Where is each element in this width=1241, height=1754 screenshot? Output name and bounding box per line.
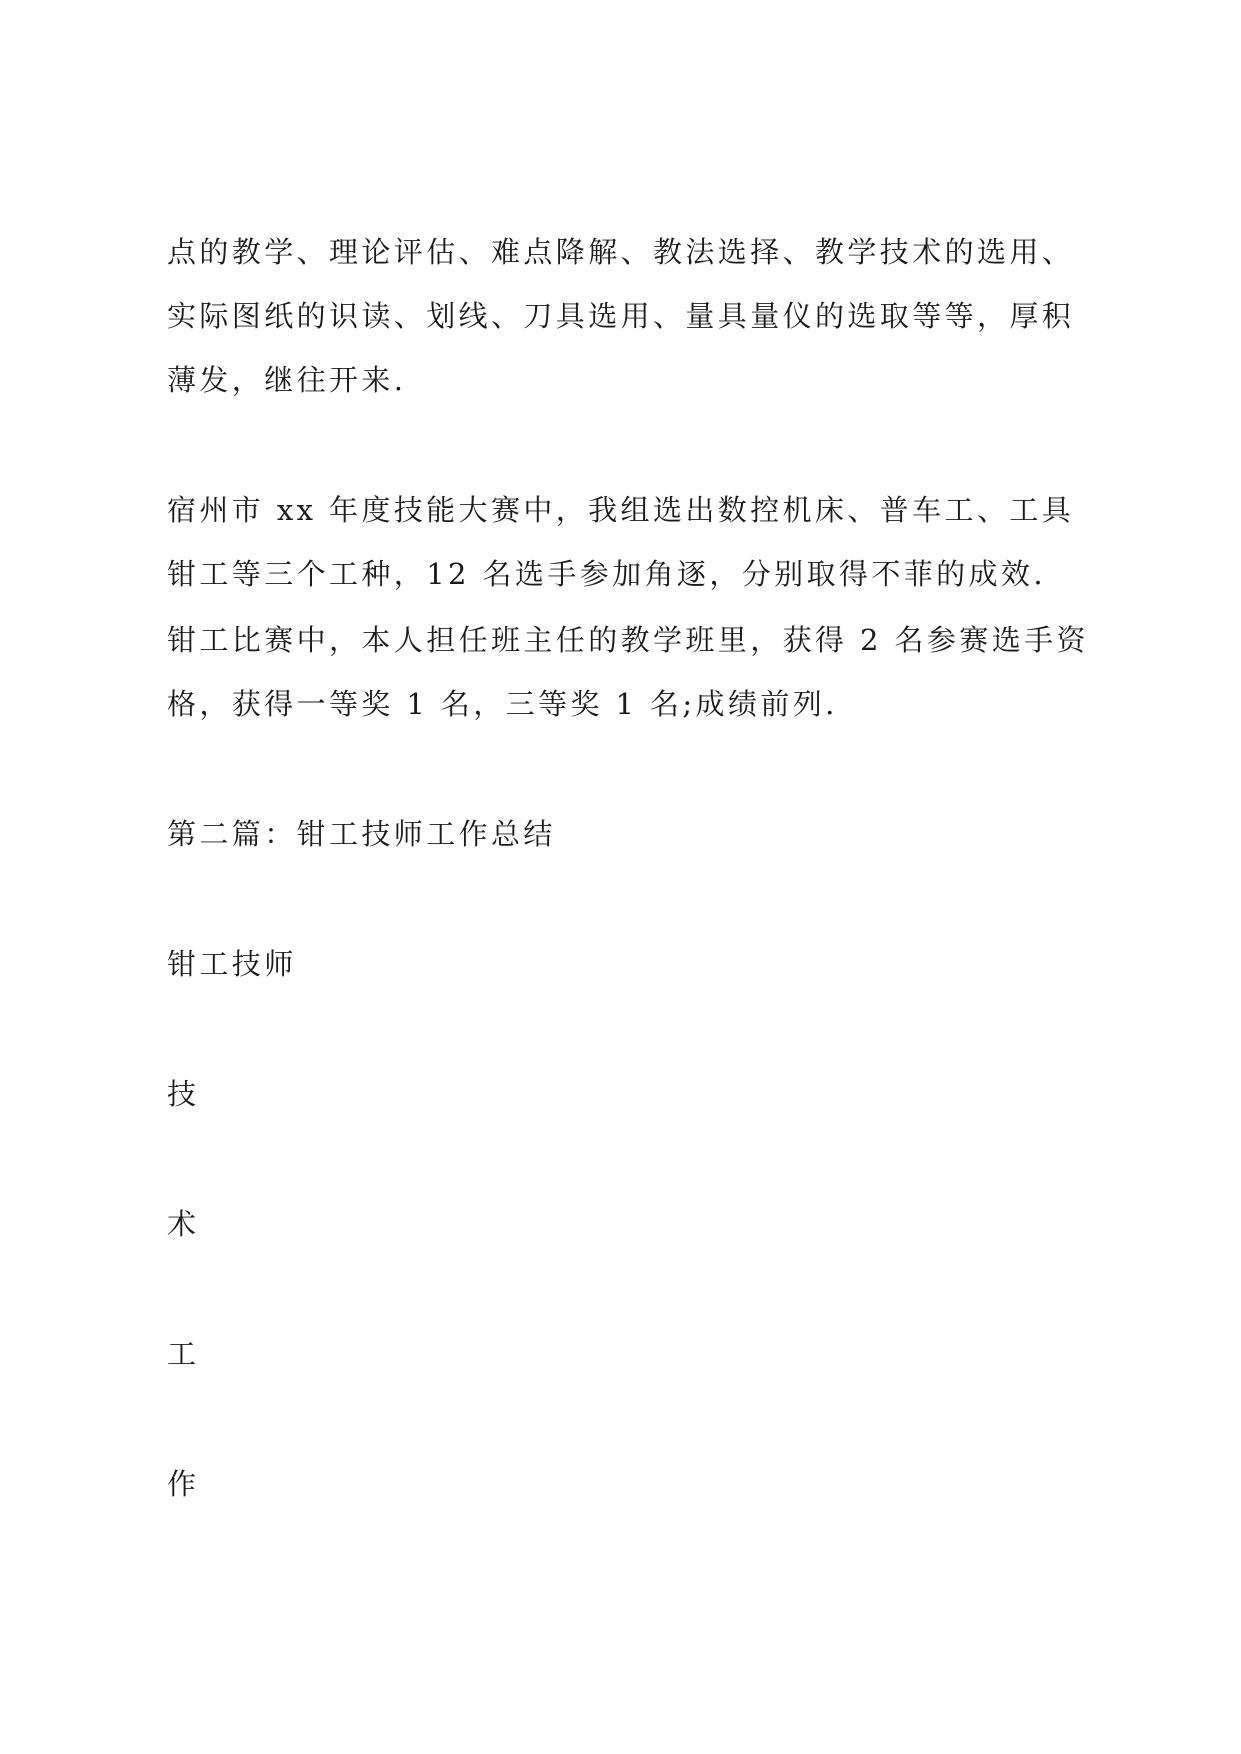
vertical-char-3: 工 [167, 1337, 200, 1371]
paragraph-2-line-1: 宿州市 xx 年度技能大赛中，我组选出数控机床、普车工、工具 [167, 493, 1075, 527]
paragraph-2-line-2: 钳工等三个工种，12 名选手参加角逐，分别取得不菲的成效. [167, 557, 1046, 591]
paragraph-1-line-3: 薄发，继往开来. [167, 363, 407, 397]
section-subtitle: 钳工技师 [167, 947, 297, 981]
vertical-char-1: 技 [167, 1077, 200, 1111]
vertical-char-4: 作 [167, 1467, 200, 1501]
vertical-char-2: 术 [167, 1207, 200, 1241]
paragraph-1-line-1: 点的教学、理论评估、难点降解、教法选择、教学技术的选用、 [167, 235, 1075, 269]
paragraph-2-line-3: 钳工比赛中，本人担任班主任的教学班里，获得 2 名参赛选手资 [167, 623, 1089, 657]
paragraph-2-line-4: 格，获得一等奖 1 名，三等奖 1 名;成绩前列. [167, 687, 838, 721]
section-heading: 第二篇：钳工技师工作总结 [167, 817, 556, 851]
paragraph-1-line-2: 实际图纸的识读、划线、刀具选用、量具量仪的选取等等，厚积 [167, 299, 1075, 333]
